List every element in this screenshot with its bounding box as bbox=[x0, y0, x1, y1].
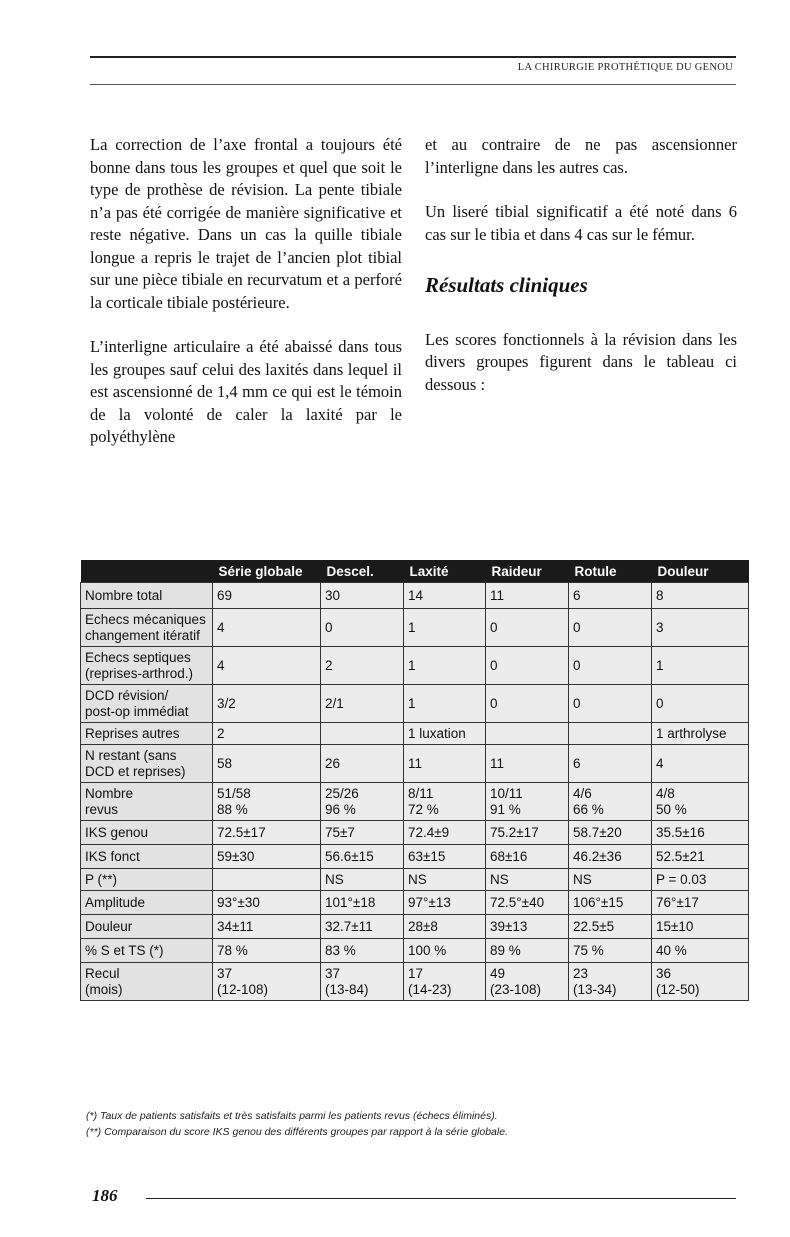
table-cell: 72.5°±40 bbox=[486, 891, 569, 915]
table-cell: 4 bbox=[213, 609, 321, 647]
table-cell: 0 bbox=[569, 685, 652, 723]
left-paragraph-1: La correction de l’axe frontal a toujours été bonne dans tous les groupes et quel que soit le type de prothèse de révision. La pente tibiale n’a pas été corrigée de manière significative et reste négative. Dans un cas la quille tibiale longue a repris le trajet de l’ancien plot tibial sur une pièce tibiale en recurvatum et a perforé la corticale tibiale postérieure. bbox=[90, 135, 402, 312]
table-cell: NS bbox=[404, 869, 486, 891]
table-cell: 4/6 66 % bbox=[569, 783, 652, 821]
table-row bbox=[81, 963, 749, 1001]
table-cell: 72.4±9 bbox=[404, 821, 486, 845]
table-cell: NS bbox=[569, 869, 652, 891]
table-header-cell: Laxité bbox=[404, 560, 486, 583]
table-cell: 32.7±11 bbox=[321, 915, 404, 939]
results-table-container bbox=[80, 560, 748, 1001]
table-cell: 11 bbox=[486, 583, 569, 609]
table-cell: 2 bbox=[321, 647, 404, 685]
table-cell: 75.2±17 bbox=[486, 821, 569, 845]
header-rule-bottom bbox=[90, 84, 736, 85]
results-table bbox=[80, 560, 749, 1001]
table-cell bbox=[486, 723, 569, 745]
table-cell: 30 bbox=[321, 583, 404, 609]
table-cell: 1 luxation bbox=[404, 723, 486, 745]
row-label: N restant (sans DCD et reprises) bbox=[81, 745, 213, 783]
table-cell: 89 % bbox=[486, 939, 569, 963]
table-row bbox=[81, 821, 749, 845]
table-cell: 1 bbox=[404, 647, 486, 685]
row-label: DCD révision/ post-op immédiat bbox=[81, 685, 213, 723]
row-label: Nombre total bbox=[81, 583, 213, 609]
table-cell: 11 bbox=[486, 745, 569, 783]
table-cell: 36 (12-50) bbox=[652, 963, 749, 1001]
table-cell: 49 (23-108) bbox=[486, 963, 569, 1001]
table-row bbox=[81, 647, 749, 685]
table-cell: 3/2 bbox=[213, 685, 321, 723]
table-cell: 1 bbox=[404, 609, 486, 647]
table-cell: 17 (14-23) bbox=[404, 963, 486, 1001]
table-row bbox=[81, 583, 749, 609]
table-cell: 0 bbox=[569, 609, 652, 647]
table-cell: 75 % bbox=[569, 939, 652, 963]
table-cell: 37 (13-84) bbox=[321, 963, 404, 1001]
table-cell: 35.5±16 bbox=[652, 821, 749, 845]
right-paragraph-2: Un liseré tibial significatif a été noté dans 6 cas sur le tibia et dans 4 cas sur le fémur. bbox=[425, 202, 737, 244]
table-cell: NS bbox=[321, 869, 404, 891]
table-cell: 63±15 bbox=[404, 845, 486, 869]
table-cell: 59±30 bbox=[213, 845, 321, 869]
table-cell: 15±10 bbox=[652, 915, 749, 939]
table-cell: 72.5±17 bbox=[213, 821, 321, 845]
table-cell bbox=[569, 723, 652, 745]
row-label: Amplitude bbox=[81, 891, 213, 915]
table-cell: 10/11 91 % bbox=[486, 783, 569, 821]
table-cell: 6 bbox=[569, 583, 652, 609]
row-label: Recul (mois) bbox=[81, 963, 213, 1001]
row-label: Reprises autres bbox=[81, 723, 213, 745]
table-cell: 26 bbox=[321, 745, 404, 783]
table-row bbox=[81, 891, 749, 915]
table-cell: 93°±30 bbox=[213, 891, 321, 915]
table-row bbox=[81, 845, 749, 869]
table-cell: 0 bbox=[486, 647, 569, 685]
table-cell: 0 bbox=[569, 647, 652, 685]
table-cell: 0 bbox=[652, 685, 749, 723]
table-cell: 4/8 50 % bbox=[652, 783, 749, 821]
row-label: Nombre revus bbox=[81, 783, 213, 821]
footnote-2: (**) Comparaison du score IKS genou des différents groupes par rapport à la série globale. bbox=[86, 1126, 508, 1138]
table-cell bbox=[213, 869, 321, 891]
table-cell: 8/11 72 % bbox=[404, 783, 486, 821]
table-cell: 52.5±21 bbox=[652, 845, 749, 869]
table-row bbox=[81, 869, 749, 891]
table-cell: 83 % bbox=[321, 939, 404, 963]
right-column bbox=[425, 134, 737, 418]
table-header-row bbox=[81, 560, 749, 583]
table-row bbox=[81, 609, 749, 647]
table-cell: 14 bbox=[404, 583, 486, 609]
table-header-cell: Douleur bbox=[652, 560, 749, 583]
table-cell: 106°±15 bbox=[569, 891, 652, 915]
footnotes bbox=[86, 1108, 726, 1140]
table-header-corner bbox=[81, 560, 213, 583]
table-cell: 39±13 bbox=[486, 915, 569, 939]
table-row bbox=[81, 783, 749, 821]
row-label: Echecs septiques (reprises-arthrod.) bbox=[81, 647, 213, 685]
table-cell: 37 (12-108) bbox=[213, 963, 321, 1001]
table-row bbox=[81, 745, 749, 783]
table-cell: 28±8 bbox=[404, 915, 486, 939]
table-cell: 6 bbox=[569, 745, 652, 783]
section-heading: Résultats cliniques bbox=[425, 273, 588, 297]
table-cell: 58.7±20 bbox=[569, 821, 652, 845]
table-cell: 2 bbox=[213, 723, 321, 745]
table-cell: 0 bbox=[321, 609, 404, 647]
table-cell: 0 bbox=[486, 609, 569, 647]
table-cell: 68±16 bbox=[486, 845, 569, 869]
table-cell: 78 % bbox=[213, 939, 321, 963]
table-row bbox=[81, 939, 749, 963]
page-number: 186 bbox=[92, 1186, 118, 1205]
row-label: IKS fonct bbox=[81, 845, 213, 869]
row-label: % S et TS (*) bbox=[81, 939, 213, 963]
table-cell: 1 arthrolyse bbox=[652, 723, 749, 745]
table-cell: 40 % bbox=[652, 939, 749, 963]
table-cell: 46.2±36 bbox=[569, 845, 652, 869]
table-cell: 34±11 bbox=[213, 915, 321, 939]
row-label: IKS genou bbox=[81, 821, 213, 845]
table-cell: 25/26 96 % bbox=[321, 783, 404, 821]
table-cell: 4 bbox=[213, 647, 321, 685]
table-cell: 3 bbox=[652, 609, 749, 647]
row-label: P (**) bbox=[81, 869, 213, 891]
table-cell: 97°±13 bbox=[404, 891, 486, 915]
right-paragraph-1: et au contraire de ne pas ascensionner l’interligne dans les autres cas. bbox=[425, 135, 737, 177]
row-label: Echecs mécaniques changement itératif bbox=[81, 609, 213, 647]
table-cell: 100 % bbox=[404, 939, 486, 963]
table-cell: 51/58 88 % bbox=[213, 783, 321, 821]
left-column bbox=[90, 134, 402, 471]
table-header-cell: Série globale bbox=[213, 560, 321, 583]
table-cell: 11 bbox=[404, 745, 486, 783]
table-row bbox=[81, 685, 749, 723]
table-cell: 0 bbox=[486, 685, 569, 723]
table-row bbox=[81, 723, 749, 745]
table-row bbox=[81, 915, 749, 939]
table-cell: 23 (13-34) bbox=[569, 963, 652, 1001]
table-cell: 56.6±15 bbox=[321, 845, 404, 869]
table-cell bbox=[321, 723, 404, 745]
table-cell: 1 bbox=[652, 647, 749, 685]
table-cell: 69 bbox=[213, 583, 321, 609]
table-cell: 101°±18 bbox=[321, 891, 404, 915]
running-header: LA CHIRURGIE PROTHÉTIQUE DU GENOU bbox=[517, 62, 733, 73]
table-cell: 1 bbox=[404, 685, 486, 723]
left-paragraph-2: L’interligne articulaire a été abaissé dans tous les groupes sauf celui des laxités dans lequel il est ascensionné de 1,4 mm ce qui est le témoin de la volonté de caler la laxité par le polyéthylène bbox=[90, 337, 402, 446]
table-cell: 58 bbox=[213, 745, 321, 783]
header-rule-top bbox=[90, 56, 736, 58]
table-header-cell: Rotule bbox=[569, 560, 652, 583]
table-cell: P = 0.03 bbox=[652, 869, 749, 891]
table-cell: 75±7 bbox=[321, 821, 404, 845]
table-cell: 4 bbox=[652, 745, 749, 783]
footnote-1: (*) Taux de patients satisfaits et très satisfaits parmi les patients revus (échecs éliminés). bbox=[86, 1110, 498, 1122]
table-header-cell: Descel. bbox=[321, 560, 404, 583]
table-cell: NS bbox=[486, 869, 569, 891]
table-cell: 22.5±5 bbox=[569, 915, 652, 939]
table-cell: 2/1 bbox=[321, 685, 404, 723]
row-label: Douleur bbox=[81, 915, 213, 939]
table-cell: 8 bbox=[652, 583, 749, 609]
right-paragraph-3: Les scores fonctionnels à la révision dans les divers groupes figurent dans le tableau ci dessous : bbox=[425, 329, 737, 394]
footer-rule bbox=[146, 1198, 736, 1199]
table-header-cell: Raideur bbox=[486, 560, 569, 583]
table-body bbox=[81, 583, 749, 1001]
table-cell: 76°±17 bbox=[652, 891, 749, 915]
